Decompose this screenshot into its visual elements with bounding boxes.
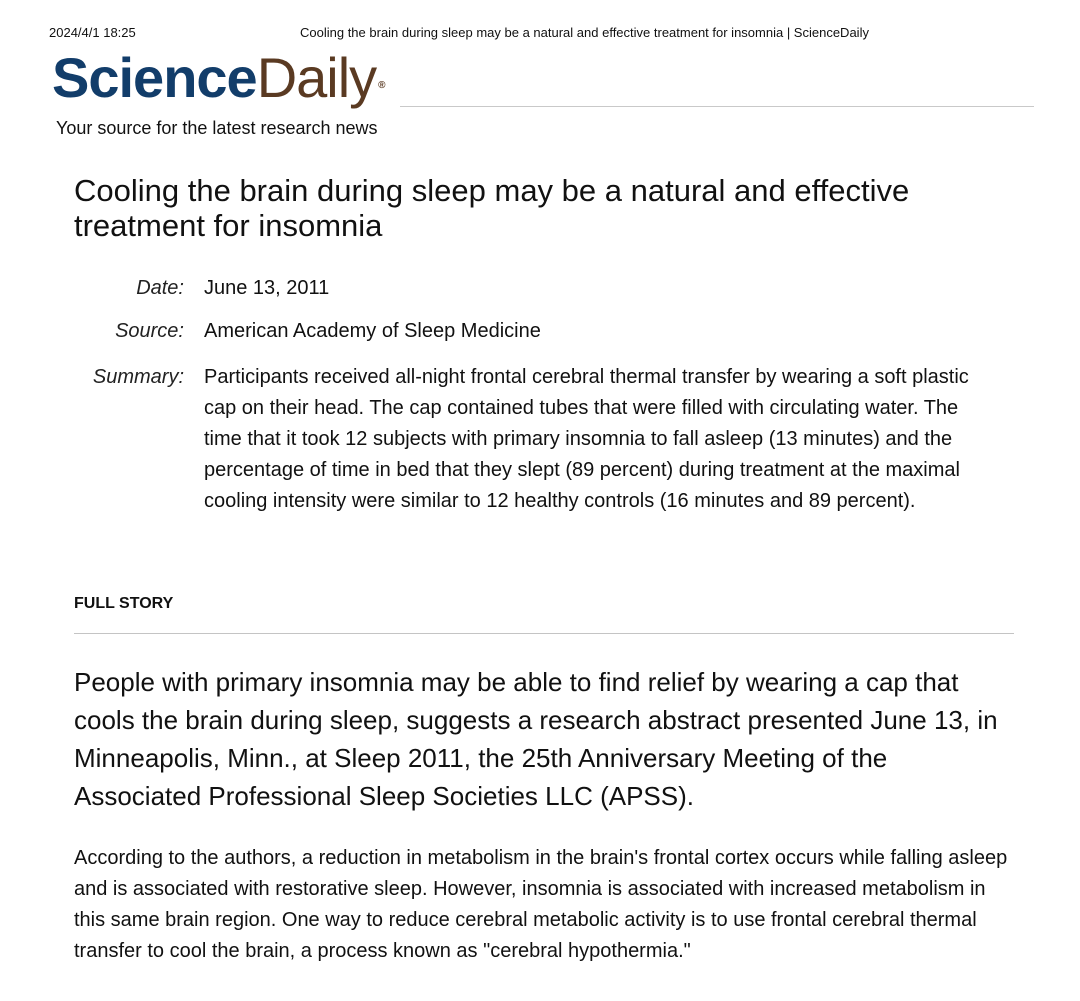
story-divider [74,633,1014,634]
article-paragraph: According to the authors, a reduction in metabolism in the brain's frontal cortex occurs while falling asleep and is associated with restorative sleep. However, insomnia is associated with increased metabolism in this same brain region. One way to reduce cerebral metabolic activity is to use frontal cerebral thermal transfer to cool the brain, a process known as "cerebral hypothermia." [74,847,1008,962]
logo-daily-text: Daily [256,46,377,109]
print-datetime: 2024/4/1 18:25 [49,25,136,40]
full-story-heading: FULL STORY [74,595,174,612]
date-label: Date: [136,277,184,299]
summary-label: Summary: [92,366,184,388]
summary-value: Participants received all-night frontal cerebral thermal transfer by wearing a soft plastic cap on their head. The cap contained tubes that were filled with circulating water. The time that it took 12 subjects with primary insomnia to fall asleep (13 minutes) and the percentage of time in bed that they slept (89 percent) during treatment at the maximal cooling intensity were similar to 12 healthy controls (16 minutes and 89 percent). [204,366,969,512]
print-page-title: Cooling the brain during sleep may be a natural and effective treatment for insomnia | ScienceDaily [300,25,869,40]
meta-source-row [70,316,1000,347]
date-value: June 13, 2011 [204,277,330,299]
meta-summary-row [70,362,1000,552]
meta-date-row [70,273,1000,304]
article-title: Cooling the brain during sleep may be a natural and effective treatment for insomnia [74,173,910,243]
source-value: American Academy of Sleep Medicine [204,320,541,342]
article-lede: People with primary insomnia may be able to find relief by wearing a cap that cools the brain during sleep, suggests a research abstract presented June 13, in Minneapolis, Minn., at Sleep 2011, the 25th Anniversary Meeting of the Associated Professional Sleep Societies LLC (APSS). [74,667,998,811]
logo-divider [400,106,1034,107]
print-header [0,25,1080,45]
sciencedaily-logo[interactable] [52,43,383,113]
source-label: Source: [115,320,184,342]
logo-science-text: Science [52,46,257,109]
registered-mark: ® [378,80,385,91]
site-tagline: Your source for the latest research news [56,118,378,138]
